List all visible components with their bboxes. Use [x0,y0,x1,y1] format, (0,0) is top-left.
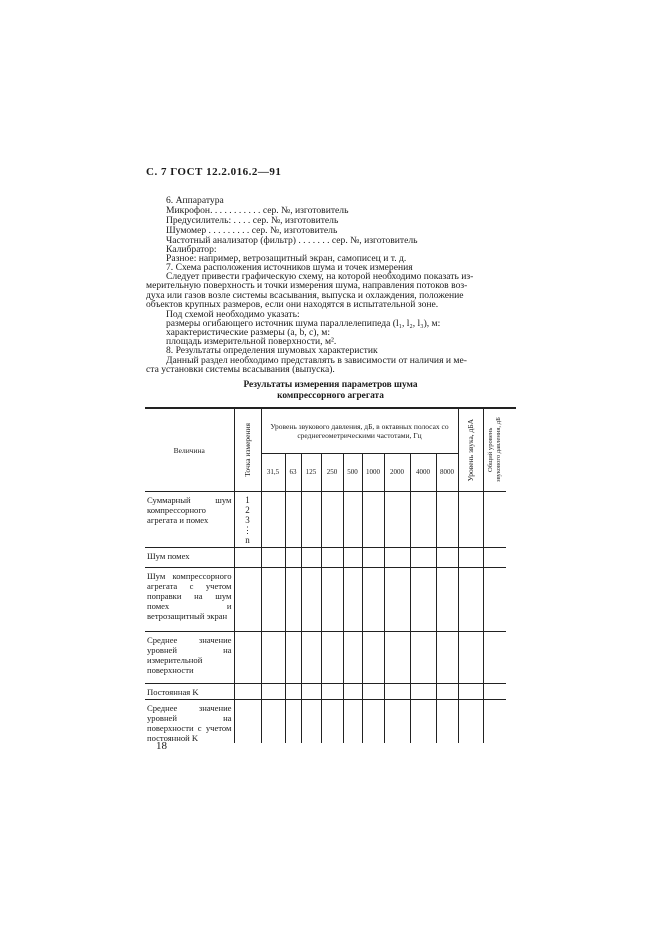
table-row [145,632,506,684]
row-label: Среднее значение уровней на измерительной поверхности [145,632,234,684]
row-label: Шум компрессорного агрегата с учетом поправки на шум помех и ветрозащитный экран [145,568,234,632]
text-line: площадь измерительной поверхности, м². [166,336,337,347]
table-row [145,548,506,568]
freq-header: 250 [321,454,343,492]
text-line: Калибратор: [166,244,217,255]
freq-header: 2000 [384,454,410,492]
col-point-header: Точка измерения [234,409,261,492]
text-line: Предусилитель: . . . . сер. №, изготовитель [166,215,339,226]
text-line: мерительную поверхность и точки измерения шума, направления потоков воз- [146,280,468,291]
col-quantity-header: Величина [145,409,234,492]
page-header: С. 7 ГОСТ 12.2.016.2—91 [146,166,282,178]
freq-header: 4000 [410,454,436,492]
text-line: Данный раздел необходимо представлять в зависимости от наличия и ме- [166,355,467,366]
points-cell: 1 2 3 ⋮ n [234,492,261,548]
table-header-row [145,409,506,454]
freq-header: 125 [301,454,321,492]
text-line: размеры огибающего источник шума параллелепипеда (l₁, l₂, l₃), м: [166,318,441,329]
col-level-header: Уровень звукового давления, дБ, в октавных полосах со среднегеометрическими частотами, Гц [261,409,458,454]
row-label: Шум помех [145,548,234,568]
text-line: Микрофон. . . . . . . . . . . сер. №, изготовитель [166,205,349,216]
freq-header: 31,5 [261,454,285,492]
freq-header: 8000 [436,454,458,492]
col-total-level-header: Общий уровень звукового давления, дБ [483,409,506,492]
text-line: духа или газов возле системы всасывания, выпуска и охлаждения, положение [146,290,464,301]
freq-header: 500 [343,454,362,492]
table-row [145,684,506,700]
table-caption: Результаты измерения параметров шума [243,380,418,390]
text-line: Под схемой необходимо указать: [166,309,300,320]
table-row [145,568,506,632]
table-caption-subtitle: компрессорного агрегата [277,391,384,401]
text-line: характеристические размеры (a, b, c), м: [166,327,331,338]
page-number: 18 [156,740,167,752]
text-line: ста установки системы всасывания (выпуска). [146,364,335,375]
text-line: объектов крупных размеров, если они находятся в испытательной зоне. [146,299,439,310]
text-line: Частотный анализатор (фильтр) . . . . . . . сер. №, изготовитель [166,235,418,246]
row-label: Постоянная K [145,684,234,700]
text-line: Шумомер . . . . . . . . . сер. №, изготовитель [166,225,338,236]
text-line: Следует привести графическую схему, на которой необходимо показать из- [166,271,474,282]
freq-header: 63 [285,454,301,492]
text-line: 7. Схема расположения источников шума и точек измерения [166,262,413,273]
table-row [145,492,506,548]
text-line: Разное: например, ветрозащитный экран, самописец и т. д. [166,253,407,264]
text-line: 6. Аппаратура [166,195,224,206]
row-label: Среднее значение уровней на поверхности с учетом постоянной K [145,700,234,744]
col-sound-level-header: Уровень звука, дБА [458,409,483,492]
row-label: Суммарный шум компрессорного агрегата и помех [145,492,234,548]
table-row [145,700,506,744]
text-line: 8. Результаты определения шумовых характеристик [166,345,378,356]
freq-header: 1000 [362,454,384,492]
results-table [145,408,506,743]
